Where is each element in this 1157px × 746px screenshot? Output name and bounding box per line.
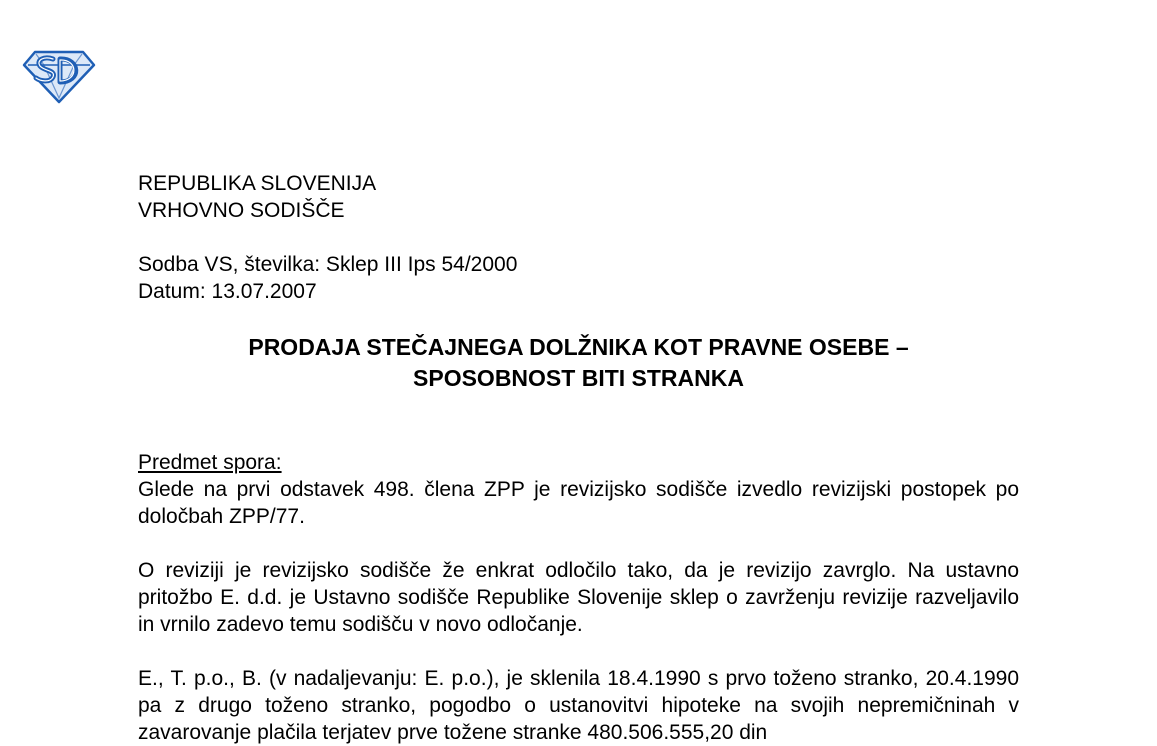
document-body xyxy=(138,170,1019,746)
decision-date: Datum: 13.07.2007 xyxy=(138,280,317,303)
country-name: REPUBLIKA SLOVENIJA xyxy=(138,172,377,195)
court-logo xyxy=(22,48,96,104)
court-name: VRHOVNO SODIŠČE xyxy=(138,199,345,222)
paragraph-1: Glede na prvi odstavek 498. člena ZPP je revizijsko sodišče izvedlo revizijski postopek po določbah ZPP/77. xyxy=(138,478,1019,528)
section-heading: Predmet spora: xyxy=(138,451,282,474)
case-reference xyxy=(138,251,1019,305)
document-title xyxy=(138,332,1019,394)
document-header xyxy=(138,170,1019,224)
paragraph-2: O reviziji je revizijsko sodišče že enkrat odločilo tako, da je revizijo zavrglo. Na ustavno pritožbo E. d.d. je Ustavno sodišče Republike Slovenije sklep o zavrženju revizije razveljavilo in vrnilo zadevo temu sodišču v novo odločanje. xyxy=(138,559,1019,636)
paragraph-3: E., T. p.o., B. (v nadaljevanju: E. p.o.), je sklenila 18.4.1990 s prvo toženo stranko, 20.4.1990 pa z drugo toženo stranko, pogodbo o ustanovitvi hipoteke na svojih nepremičninah v zavarovanje plačila terjatev prve tožene stranke 480.506.555,20 din xyxy=(138,667,1019,744)
case-number: Sodba VS, številka: Sklep III Ips 54/2000 xyxy=(138,253,518,276)
title-line-1: PRODAJA STEČAJNEGA DOLŽNIKA KOT PRAVNE OSEBE – xyxy=(248,334,909,360)
title-line-2: SPOSOBNOST BITI STRANKA xyxy=(413,365,744,391)
